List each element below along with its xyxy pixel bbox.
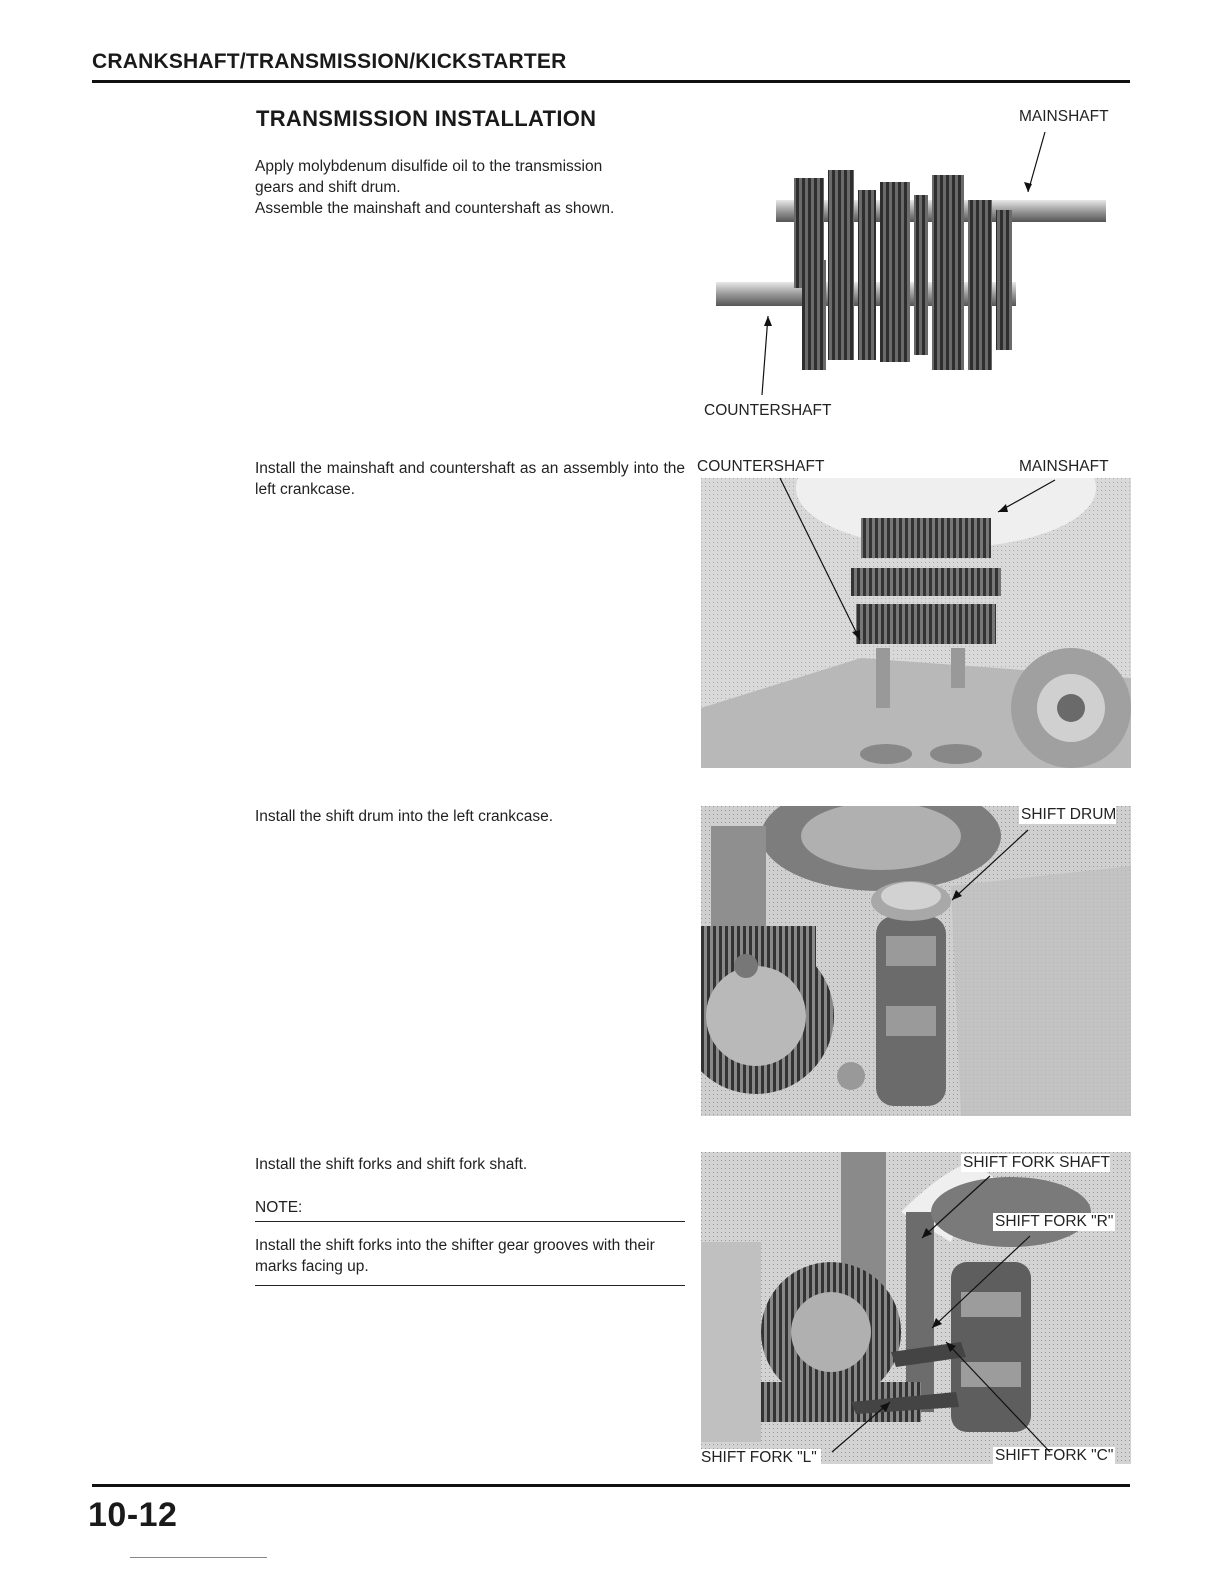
chapter-header-title: CRANKSHAFT/TRANSMISSION/KICKSTARTER [92, 50, 567, 73]
label-shift-fork-c: SHIFT FORK "C" [995, 1447, 1114, 1464]
step1-line-3: Assemble the mainshaft and countershaft as shown. [255, 200, 615, 217]
label-countershaft-1: COUNTERSHAFT [704, 402, 832, 419]
footer-divider [92, 1484, 1130, 1487]
page-number: 10-12 [88, 1496, 178, 1534]
note-label: NOTE: [255, 1199, 303, 1216]
step2-leader-lines [700, 470, 1130, 660]
label-mainshaft-2: MAINSHAFT [1019, 458, 1109, 475]
label-shift-fork-l: SHIFT FORK "L" [701, 1449, 821, 1467]
header-divider [92, 80, 1130, 83]
step1-line-2: gears and shift drum. [255, 179, 401, 196]
note-bottom-rule [255, 1285, 685, 1286]
label-shift-fork-shaft: SHIFT FORK SHAFT [963, 1154, 1110, 1171]
label-countershaft-2: COUNTERSHAFT [697, 458, 828, 476]
step1-leader-lines [700, 100, 1130, 400]
step3-instructions: Install the shift drum into the left crankcase. [255, 808, 554, 825]
step1-line-1: Apply molybdenum disulfide oil to the transmission [255, 158, 603, 175]
label-shift-drum: SHIFT DRUM [1021, 806, 1117, 823]
step4-instructions: Install the shift forks and shift fork shaft. [255, 1156, 528, 1173]
step1-instructions [255, 156, 695, 219]
step3-leader-line [900, 820, 1100, 920]
footer-link-underline [130, 1557, 267, 1558]
label-mainshaft-1: MAINSHAFT [1019, 108, 1109, 125]
step4-leader-lines [700, 1160, 1130, 1460]
note-top-rule [255, 1221, 685, 1222]
section-title: TRANSMISSION INSTALLATION [256, 106, 597, 131]
label-shift-fork-r: SHIFT FORK "R" [995, 1213, 1114, 1230]
note-text: Install the shift forks into the shifter gear grooves with their marks facing up. [255, 1237, 655, 1275]
step2-instructions: Install the mainshaft and countershaft as an assembly into the left crankcase. [255, 460, 685, 498]
